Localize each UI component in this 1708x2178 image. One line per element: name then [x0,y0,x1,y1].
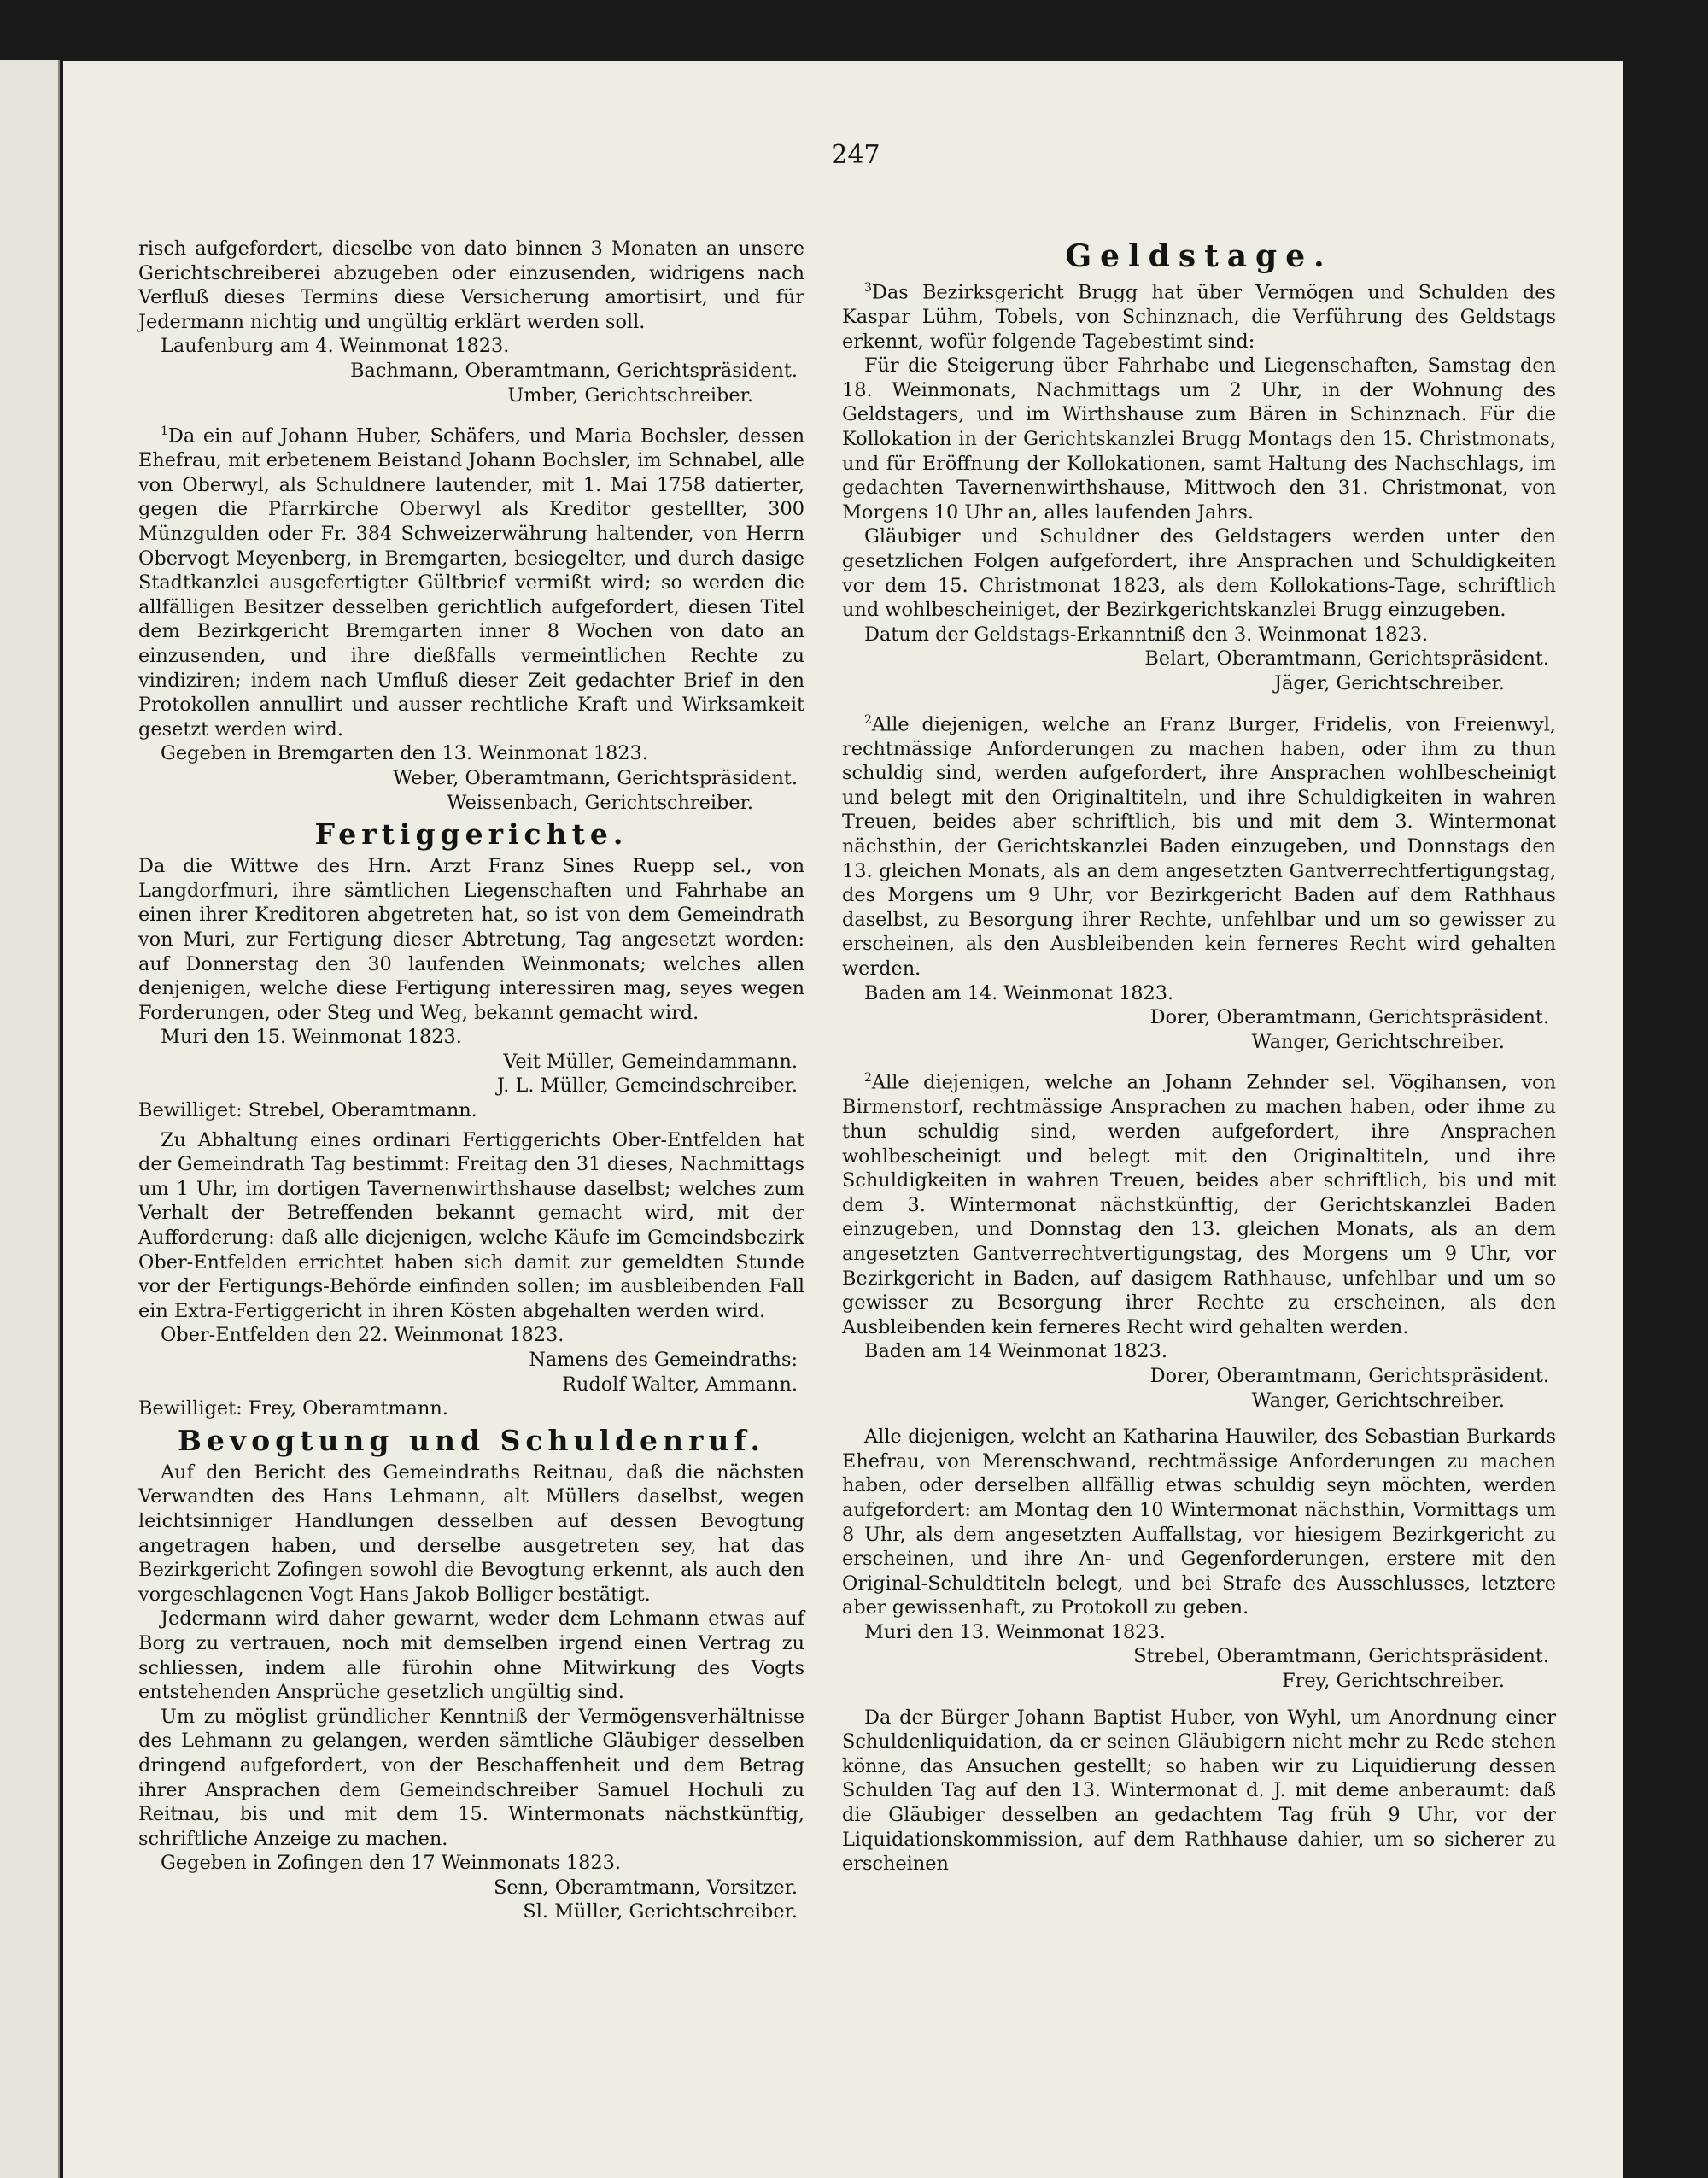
signature: Wanger, Gerichtschreiber. [1251,1389,1505,1412]
notice-text [842,1066,1556,1339]
signature: Weissenbach, Gerichtschreiber. [447,791,753,814]
notice-text: Auf den Bericht des Gemeindraths Reitnau, daß die nächsten Verwandten des Hans Lehmann, alt Müllers daselbst, wegen leichtsinniger Handlungen desselben auf dessen Bevogtung angetragen haben, und derselbe ausgetreten sey, hat das Bezirkgericht Zofingen sowohl die Bevogtung erkennt, als auch den vorgeschlagenen Vogt Hans Jakob Bolliger bestätigt. [138,1461,804,1606]
signature: Weber, Oberamtmann, Gerichtspräsident. [393,766,798,789]
signature: Dorer, Oberamtmann, Gerichtspräsident. [1149,1364,1549,1387]
section-heading: Bevogtung und Schuldenruf. [178,1423,765,1457]
notice-text: Da der Bürger Johann Baptist Huber, von Wyhl, um Anordnung einer Schuldenliquidation, da er seinen Gläubigern nicht mehr zu Rede stehen könne, das Ansuchen gestellt; so haben wir zu Liquidierung dessen Schulden Tag auf den 13. Wintermonat d. J. mit deme anberaumt: daß die Gläubiger desselben an gedachtem Tag früh 9 Uhr, vor der Liquidationskommission, auf dem Rathhause dahier, um so sicherer zu erscheinen [842,1706,1556,1876]
notice-text: Für die Steigerung über Fahrhabe und Liegenschaften, Samstag den 18. Weinmonats, Nachmittags um 2 Uhr, in der Wohnung des Geldstagers, und im Wirthshause zum Bären in Schinznach. Für die Kollokation in der Gerichtskanzlei Brugg Montags den 15. Christmonats, und für Eröffnung der Kollokationen, samt Haltung des Nachschlags, im gedachten Tavernenwirthshause, Mittwoch den 31. Christmonat, von Morgens 10 Uhr an, alles laufenden Jahrs. [842,354,1556,524]
signature: Strebel, Oberamtmann, Gerichtspräsident. [1133,1645,1549,1668]
notice-mark: 1 [161,424,168,439]
section-heading: Fertiggerichte. [314,817,629,852]
notice-mark: 2 [864,1071,872,1086]
signature: Belart, Oberamtmann, Gerichtspräsident. [1144,647,1549,670]
notice-text: Da die Wittwe des Hrn. Arzt Franz Sines Ruepp sel., von Langdorfmuri, ihre sämtlichen Liegenschaften und Fahrhabe an einen ihrer Kreditoren abgetreten hat, so ist von dem Gemeindrath von Muri, zur Fertigung dieser Abtretung, Tag angesetzt worden: auf Donnerstag den 30 laufenden Weinmonats; welches allen denjenigen, welche diese Fertigung interessiren mag, seyes wegen Forderungen, oder Steg und Weg, bekannt gemacht wird. [138,855,804,1024]
signature: Veit Müller, Gemeindammann. [503,1050,798,1073]
notice-body: Alle diejenigen, welche an Franz Burger, Fridelis, von Freienwyl, rechtmässige Anforderungen zu machen haben, oder ihm zu thun schuldig sind, werden aufgefordert, ihre Ansprachen wohlbescheinigt und belegt mit den Originaltiteln, und ihre Schuldigkeiten in wahren Treuen, beides aber schriftlich, bis und mit dem 3. Wintermonat nächsthin, der Gerichtskanzlei Baden einzugeben, und Donnstags den 13. gleichen Monats, als an dem angesetzten Gantverrechtfertigungstag, des Morgens um 9 Uhr, vor Bezirkgericht Baden auf dem Rathhaus daselbst, zu Besorgung ihrer Rechte, unfehlbar und um so gewisser zu erscheinen, als den Ausbleibenden kein ferneres Recht wird gehalten werden. [842,713,1556,980]
signature: Jäger, Gerichtschreiber. [1274,671,1505,694]
notice-text: Gläubiger und Schuldner des Geldstagers werden unter den gesetzlichen Folgen aufgefordert, ihre Ansprachen und Schuldigkeiten vor dem 15. Christmonat 1823, als dem Kollokations-Tage, schriftlich und wohlbescheiniget, der Bezirkgerichtskanzlei Brugg einzugeben. [842,525,1556,622]
notice-mark: 3 [864,281,872,295]
page-number: 247 [831,140,880,170]
right-column [842,237,1556,1876]
signature: Dorer, Oberamtmann, Gerichtspräsident. [1149,1006,1549,1029]
notice-text [842,708,1556,981]
place-date: Ober-Entfelden den 22. Weinmonat 1823. [161,1324,564,1347]
place-date: Laufenburg am 4. Weinmonat 1823. [161,335,510,358]
signature: Wanger, Gerichtschreiber. [1251,1030,1505,1053]
signature: Rudolf Walter, Ammann. [562,1373,798,1396]
newspaper-page [63,61,1623,2178]
notice-text: risch aufgefordert, dieselbe von dato binnen 3 Monaten an unsere Gerichtschreiberei abzugeben oder einzusenden, widrigens nach Verfluß dieses Termins diese Versicherung amortisirt, und für Jedermann nichtig und ungültig erklärt werden soll. [138,237,804,333]
notice-text: Zu Abhaltung eines ordinari Fertiggerichts Ober-Entfelden hat der Gemeindrath Tag bestimmt: Freitag den 31 dieses, Nachmittags um 1 Uhr, im dortigen Tavernenwirthshause daselbst; welches zum Verhalt der Betreffenden bekannt gemacht wird, mit der Aufforderung: daß alle diejenigen, welche Käufe im Gemeindsbezirk Ober-Entfelden errichtet haben sich damit zur gemeldten Stunde vor der Fertigungs-Behörde einfinden sollen; im ausbleibenden Fall ein Extra-Fertiggericht in ihren Kösten abgehalten werden wird. [138,1128,804,1322]
signature: Umber, Gerichtschreiber. [507,383,753,407]
notice-body: Da ein auf Johann Huber, Schäfers, und Maria Bochsler, dessen Ehefrau, mit erbetenem Beistand Johann Bochsler, im Schnabel, alle von Oberwyl, als Schuldnere lautender, mit 1. Mai 1758 datierter, gegen die Pfarrkirche Oberwyl als Kreditor gestellter, 300 Münzgulden oder Fr. 384 Schweizerwährung haltender, von Herrn Obervogt Meyenberg, in Bremgarten, besiegelter, und durch dasige Stadtkanzlei ausgefertigter Gültbrief vermißt wird; so werden die allfälligen Besitzer desselben gerichtlich aufgefordert, diesen Titel dem Bezirkgericht Bremgarten inner 8 Wochen von dato an einzusenden, und ihre dießfalls vermeintlichen Rechte zu vindiziren; indem nach Umfluß dieser Zeit gedachter Brief in den Protokollen annullirt und ausser rechtliche Kraft und Wirksamkeit gesetzt werden wird. [138,424,804,741]
signature: Senn, Oberamtmann, Vorsitzer. [494,1876,798,1899]
notice-text: Alle diejenigen, welcht an Katharina Hauwiler, des Sebastian Burkards Ehefrau, von Merenschwand, rechtmässige Anforderungen zu machen haben, oder derselben allfällig etwas schuldig seyn möchten, werden aufgefordert: am Montag den 10 Wintermonat nächsthin, Vormittags um 8 Uhr, als dem angesetzten Auffallstag, vor hiesigem Bezirkgericht zu erscheinen, und ihre An- und Gegenforderungen, erstere mit den Original-Schuldtiteln belegt, und bei Strafe des Ausschlusses, letztere aber gewissenhaft, zu Protokoll zu geben. [842,1426,1556,1619]
left-column [138,237,804,1924]
notice-text: Jedermann wird daher gewarnt, weder dem Lehmann etwas auf Borg zu vertrauen, noch mit demselben irgend einen Vertrag zu schliessen, indem alle fürohin ohne Mitwirkung des Vogts entstehenden Ansprüche gesetzlich ungültig sind. [138,1607,804,1704]
place-date: Datum der Geldstags-Erkanntniß den 3. Weinmonat 1823. [864,623,1429,646]
notice-body: Alle diejenigen, welche an Johann Zehnder sel. Vögihansen, von Birmenstorf, rechtmässige Ansprachen zu machen haben, oder ihme zu thun schuldig sind, werden aufgefordert, ihre Ansprachen wohlbescheinigt und belegt mit den Originaltiteln, und ihre Schuldigkeiten in wahren Treuen, beides aber schriftlich, bis und mit dem 3. Wintermonat nächstkünftig, der Gerichtskanzlei Baden einzugeben, und Donnstag den 13. gleichen Monats, als an dem angesetzten Gantverrechtvertigungstag, des Morgens um 9 Uhr, vor Bezirkgericht in Baden, auf dasigem Rathhause, unfehlbar und um so gewisser zu Besorgung ihrer Rechte zu erscheinen, als den Ausbleibenden kein ferneres Recht wird gehalten werden. [842,1071,1556,1338]
previous-page-edge [0,60,60,2178]
section-heading: Geldstage. [1065,238,1333,274]
approval-line: Bewilliget: Frey, Oberamtmann. [138,1397,448,1420]
place-date: Muri den 13. Weinmonat 1823. [864,1620,1166,1643]
page-sheet [63,61,1623,2178]
place-date: Muri den 15. Weinmonat 1823. [161,1026,462,1049]
signature: Bachmann, Oberamtmann, Gerichtspräsident. [350,359,798,382]
signature: Frey, Gerichtschreiber. [1282,1670,1505,1693]
place-date: Baden am 14. Weinmonat 1823. [864,981,1174,1004]
approval-line: Bewilliget: Strebel, Oberamtmann. [138,1099,477,1122]
signature: J. L. Müller, Gemeindschreiber. [496,1074,798,1098]
signature: Namens des Gemeindraths: [529,1349,798,1371]
notice-text: Um zu möglist gründlicher Kenntniß der Vermögensverhältnisse des Lehmann zu gelangen, werden sämtliche Gläubiger desselben dringend aufgefordert, von der Beschaffenheit und dem Betrag ihrer Ansprachen dem Gemeindschreiber Samuel Hochuli zu Reitnau, bis und mit dem 15. Wintermonats nächstkünftig, schriftliche Anzeige zu machen. [138,1705,804,1850]
signature: Sl. Müller, Gerichtschreiber. [523,1900,798,1923]
notice-mark: 2 [864,712,872,727]
place-date: Gegeben in Bremgarten den 13. Weinmonat 1823. [161,742,648,765]
place-date: Gegeben in Zofingen den 17 Weinmonats 1823. [161,1852,621,1875]
place-date: Baden am 14 Weinmonat 1823. [864,1340,1167,1363]
notice-text [842,276,1556,354]
notice-text [138,419,804,741]
notice-body: Das Bezirksgericht Brugg hat über Vermögen und Schulden des Kaspar Lühm, Tobels, von Schinznach, die Verführung des Geldstags erkennt, wofür folgende Tagebestimt sind: [842,281,1556,353]
